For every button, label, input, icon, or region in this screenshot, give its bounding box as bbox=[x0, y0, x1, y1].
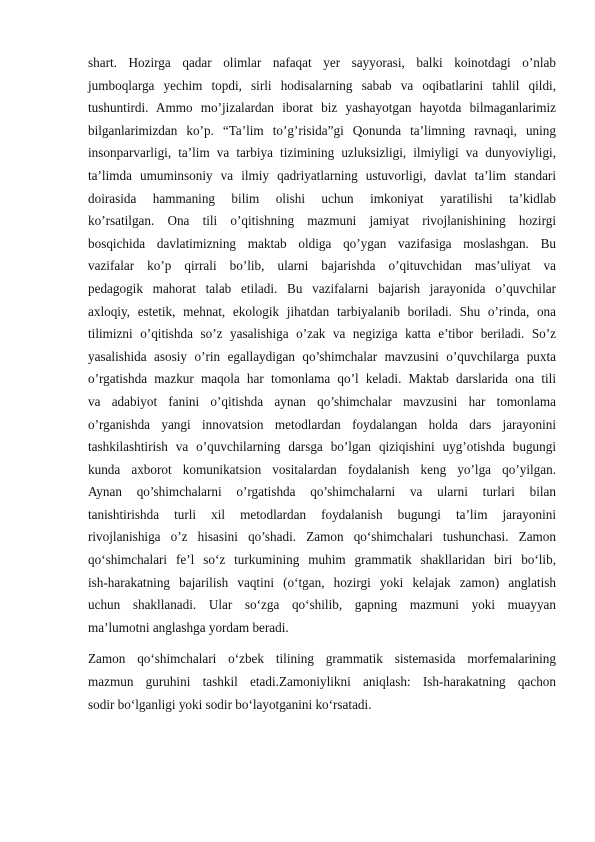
text-line: o’rgatishda mazkur maqola har tomonlama qo’l keladi. Maktab darslarida ona tili bbox=[88, 371, 556, 387]
text-line: tilimizni o’qitishda so’z yasalishiga o’zak va negiziga katta e’tibor beriladi. So’z bbox=[88, 326, 556, 342]
document-page bbox=[88, 52, 556, 716]
text-line: tashkilashtirish va o’quvchilarning darsga bo’lgan qiziqishini uyg’otishda bugungi bbox=[88, 439, 556, 455]
text-line: ish-harakatning bajarilish vaqtini (o‘tgan, hozirgi yoki kelajak zamon) anglatish bbox=[88, 574, 556, 590]
text-line: o’rganishda yangi innovatsion metodlardan foydalangan holda dars jarayonini bbox=[88, 416, 556, 432]
text-line: ta’limda umuminsoniy va ilmiy qadriyatlarning ustuvorligi, davlat ta’lim standari bbox=[88, 167, 556, 183]
text-line: va adabiyot fanini o’qitishda aynan qo’shimchalar mavzusini har tomonlama bbox=[88, 393, 556, 409]
text-line: insonparvarligi, ta’lim va tarbiya tizimining uzluksizligi, ilmiyligi va dunyoviyligi, bbox=[88, 145, 556, 161]
text-line: kunda axborot komunikatsion vositalardan foydalanish keng yo’lga qo’yilgan. bbox=[88, 461, 556, 477]
text-line: ko’rsatilgan. Ona tili o’qitishning mazmuni jamiyat rivojlanishining hozirgi bbox=[88, 213, 556, 229]
text-line: yasalishida asosiy o’rin egallaydigan qo’shimchalar mavzusini o’quvchilarga puxta bbox=[88, 348, 556, 364]
text-line: pedagogik mahorat talab etiladi. Bu vazifalarni bajarish jarayonida o’quvchilar bbox=[88, 280, 556, 296]
text-line: jumboqlarga yechim topdi, sirli hodisalarning sabab va oqibatlarini tahlil qildi, bbox=[88, 77, 556, 93]
text-line: bilganlarimizdan ko’p. “Ta’lim to’g’risida”gi Qonunda ta’limning ravnaqi, uning bbox=[88, 122, 556, 138]
paragraph-gap bbox=[88, 639, 556, 648]
text-line: shart. Hozirga qadar olimlar nafaqat yer sayyorasi, balki koinotdagi o’nlab bbox=[88, 55, 556, 70]
text-line: sodir bo‘lganligi yoki sodir bo‘layotganini ko‘rsatadi. bbox=[88, 696, 372, 712]
text-line: vazifalar ko’p qirrali bo’lib, ularni bajarishda o’qituvchidan mas’uliyat va bbox=[88, 258, 556, 274]
text-line: ma’lumotni anglashga yordam beradi. bbox=[88, 619, 289, 635]
text-line: doirasida hammaning bilim olishi uchun imkoniyat yaratilishi ta’kidlab bbox=[88, 190, 556, 206]
text-line: qo‘shimchalari fe’l so‘z turkumining muhim grammatik shakllaridan biri bo‘lib, bbox=[88, 552, 556, 568]
text-line: tanishtirishda turli xil metodlardan foydalanish bugungi ta’lim jarayonini bbox=[88, 506, 556, 522]
text-line: tushuntirdi. Ammo mo’jizalardan iborat biz yashayotgan hayotda bilmaganlarimiz bbox=[88, 100, 556, 116]
paragraph-2 bbox=[88, 648, 556, 716]
paragraph-1 bbox=[88, 52, 556, 639]
text-line: uchun shakllanadi. Ular so‘zga qo‘shilib, gapning mazmuni yoki muayyan bbox=[88, 597, 556, 613]
text-line: axloqiy, estetik, mehnat, ekologik jihatdan tarbiyalanib boriladi. Shu o’rinda, ona bbox=[88, 303, 556, 319]
text-line: mazmun guruhini tashkil etadi.Zamoniylikni aniqlash: Ish-harakatning qachon bbox=[88, 674, 556, 690]
text-line: rivojlanishiga o’z hisasini qo’shadi. Zamon qo‘shimchalari tushunchasi. Zamon bbox=[88, 529, 556, 545]
text-line: Aynan qo’shimchalarni o’rgatishda qo’shimchalarni va ularni turlari bilan bbox=[88, 484, 556, 500]
text-line: bosqichida davlatimizning maktab oldiga qo’ygan vazifasiga moslashgan. Bu bbox=[88, 235, 556, 251]
text-line: Zamon qo‘shimchalari o‘zbek tilining grammatik sistemasida morfemalarining bbox=[88, 651, 556, 667]
